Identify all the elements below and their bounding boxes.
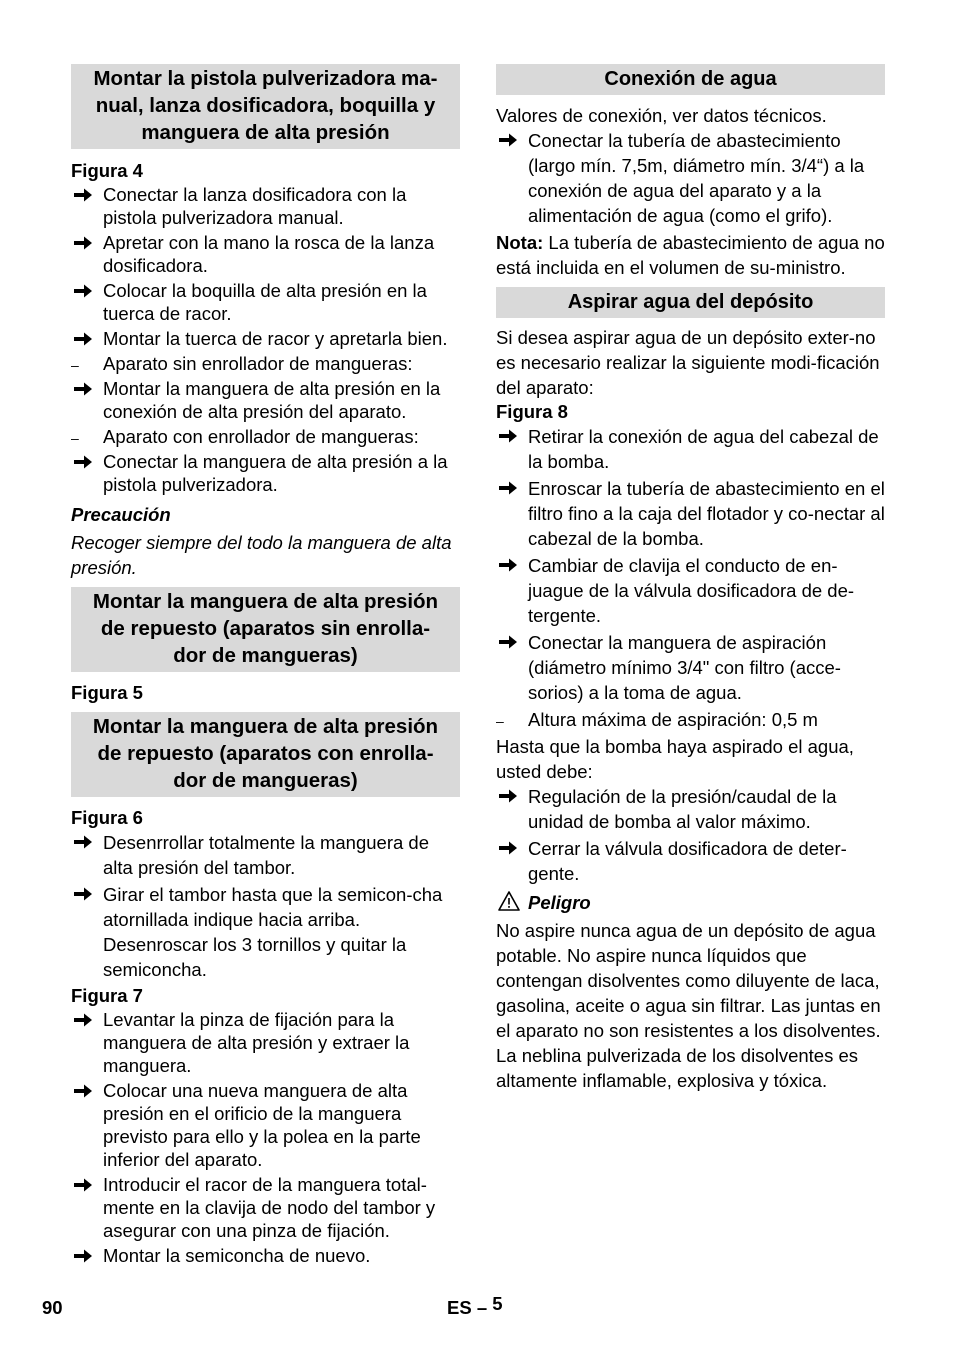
step-text: Conectar la manguera de aspiración (diámetro mínimo 3/4" con filtro (acce-sorios) a la toma de agua.: [528, 632, 841, 703]
heading-line: de repuesto (aparatos sin enrolla-: [100, 617, 431, 640]
step-item: [71, 1079, 460, 1171]
danger-text: No aspire nunca agua de un depósito de agua potable. No aspire nunca líquidos que contengan disolventes como diluyente de laca, gasolina, aceite o agua sin filtrar. Las juntas en el aparato no son resistentes a los disolventes. La neblina pulverizada de los disolventes es altamente inflamable, explosiva y tóxica.: [496, 920, 881, 1091]
caution-title: Precaución: [71, 504, 171, 525]
arrow-right-icon: [498, 553, 522, 573]
heading-line: Montar la manguera de alta presión: [92, 590, 439, 613]
step-item: [71, 377, 460, 423]
heading-line: dor de mangueras): [173, 769, 358, 792]
left-column: [71, 64, 460, 1267]
arrow-right-icon: [73, 1079, 97, 1099]
heading-line: nual, lanza dosificadora, boquilla y: [95, 94, 436, 117]
reel-steps-b: [71, 1008, 460, 1267]
arrow-right-icon: [498, 128, 522, 148]
section-heading-water-connection: Conexión de agua: [496, 64, 885, 95]
figure-4-label: Figura 4: [71, 160, 143, 181]
heading-line: de repuesto (aparatos con enrolla-: [97, 742, 434, 765]
step-text: Desenrrollar totalmente la manguera de alta presión del tambor.: [103, 832, 429, 878]
step-text: Montar la tuerca de racor y apretarla bien.: [103, 328, 448, 349]
note-paragraph: [496, 230, 885, 280]
heading-line: manguera de alta presión: [141, 121, 390, 144]
reel-steps-a: [71, 830, 460, 982]
step-item: [496, 553, 885, 628]
heading-line: dor de mangueras): [173, 644, 358, 667]
connection-values-text: Valores de conexión, ver datos técnicos.: [496, 105, 827, 126]
note-label: Nota:: [496, 232, 544, 253]
condition-item: [496, 707, 885, 732]
arrow-right-icon: [73, 830, 97, 850]
arrow-right-icon: [73, 231, 97, 251]
heading-line: Montar la pistola pulverizadora ma-: [93, 67, 438, 90]
step-item: [71, 450, 460, 496]
until-pump-steps: [496, 784, 885, 886]
aspirate-steps: [496, 424, 885, 732]
step-text: Conectar la tubería de abastecimiento (largo mín. 7,5m, diámetro mín. 3/4“) a la conexión de agua del aparato y a la alimentación de agua (como el grifo).: [528, 130, 865, 226]
step-item: [71, 231, 460, 277]
step-text: Levantar la pinza de fijación para la manguera de alta presión y extraer la manguera.: [103, 1009, 410, 1076]
step-text: Colocar la boquilla de alta presión en la tuerca de racor.: [103, 280, 427, 324]
arrow-right-icon: [73, 377, 97, 397]
step-text: Conectar la lanza dosificadora con la pistola pulverizadora manual.: [103, 184, 407, 228]
step-item: [71, 830, 460, 880]
dash-bullet-icon: –: [496, 713, 504, 729]
arrow-right-icon: [498, 630, 522, 650]
step-item: [71, 1173, 460, 1242]
step-text: Conectar la manguera de alta presión a la pistola pulverizadora.: [103, 451, 448, 495]
step-item: [71, 1008, 460, 1077]
right-column: [496, 64, 885, 1093]
mount-gun-steps: [71, 183, 460, 496]
arrow-right-icon: [73, 1244, 97, 1264]
step-text: Retirar la conexión de agua del cabezal de la bomba.: [528, 426, 879, 472]
arrow-right-icon: [498, 476, 522, 496]
arrow-right-icon: [498, 424, 522, 444]
arrow-right-icon: [498, 836, 522, 856]
dash-bullet-icon: –: [71, 430, 79, 446]
step-text: Colocar una nueva manguera de alta presión en el orificio de la manguera previsto para ello y la polea en la parte inferior del aparato.: [103, 1080, 421, 1170]
step-text: Cerrar la válvula dosificadora de deter-gente.: [528, 838, 847, 884]
step-item: [71, 1244, 460, 1267]
section-heading-replace-hose-no-reel: [71, 587, 460, 672]
step-text: Montar la manguera de alta presión en la conexión de alta presión del aparato.: [103, 378, 441, 422]
arrow-right-icon: [73, 450, 97, 470]
step-item: [496, 630, 885, 705]
condition-item: [71, 425, 460, 448]
figure-7-label: Figura 7: [71, 985, 143, 1006]
arrow-right-icon: [73, 1008, 97, 1028]
step-item: [71, 882, 460, 982]
footer-section-page: 5: [492, 1293, 503, 1314]
aspirate-intro-text: Si desea aspirar agua de un depósito exter-no es necesario realizar la siguiente modi-ficación del aparato:: [496, 327, 880, 398]
section-heading-mount-gun: [71, 64, 460, 149]
step-text: Girar el tambor hasta que la semicon-cha atornillada indique hacia arriba. Desenroscar los 3 tornillos y quitar la semiconcha.: [103, 884, 443, 980]
danger-title: Peligro: [528, 892, 591, 913]
warning-triangle-icon: [498, 891, 520, 917]
figure-5-label: Figura 5: [71, 682, 143, 703]
section-heading-replace-hose-reel: [71, 712, 460, 797]
step-item: [496, 128, 885, 228]
dash-bullet-icon: –: [71, 357, 79, 373]
step-item: [496, 476, 885, 551]
figure-6-label: Figura 6: [71, 807, 143, 828]
step-text: Aparato sin enrollador de mangueras:: [103, 353, 413, 374]
condition-item: [71, 352, 460, 375]
footer-lang-page: [447, 1293, 503, 1319]
step-item: [71, 279, 460, 325]
arrow-right-icon: [73, 183, 97, 203]
step-text: Aparato con enrollador de mangueras:: [103, 426, 419, 447]
heading-line: Montar la manguera de alta presión: [92, 715, 439, 738]
step-text: Montar la semiconcha de nuevo.: [103, 1245, 371, 1266]
arrow-right-icon: [73, 882, 97, 902]
water-connection-steps: [496, 128, 885, 228]
step-text: Apretar con la mano la rosca de la lanza dosificadora.: [103, 232, 435, 276]
step-item: [496, 784, 885, 834]
arrow-right-icon: [73, 279, 97, 299]
step-text: Regulación de la presión/caudal de la unidad de bomba al valor máximo.: [528, 786, 837, 832]
step-item: [496, 424, 885, 474]
arrow-right-icon: [73, 327, 97, 347]
footer-lang: ES: [447, 1297, 472, 1318]
until-pump-text: Hasta que la bomba haya aspirado el agua, usted debe:: [496, 736, 854, 782]
footer-separator: –: [476, 1297, 488, 1318]
step-text: Introducir el racor de la manguera total-mente en la clavija de nodo del tambor y asegurar con una pinza de fijación.: [103, 1174, 436, 1241]
caution-text: Recoger siempre del todo la manguera de alta presión.: [71, 532, 452, 578]
arrow-right-icon: [498, 784, 522, 804]
step-item: [496, 836, 885, 886]
step-item: [71, 183, 460, 229]
arrow-right-icon: [73, 1173, 97, 1193]
figure-8-label: Figura 8: [496, 401, 568, 422]
section-heading-aspirate-tank: Aspirar agua del depósito: [496, 287, 885, 318]
danger-title-row: [496, 890, 885, 915]
step-text: Altura máxima de aspiración: 0,5 m: [528, 709, 818, 730]
step-text: Cambiar de clavija el conducto de en-juague de la válvula dosificadora de de-tergente.: [528, 555, 855, 626]
step-text: Enroscar la tubería de abastecimiento en el filtro fino a la caja del flotador y co-nectar al cabezal de la bomba.: [528, 478, 885, 549]
note-text: La tubería de abastecimiento de agua no está incluida en el volumen de su-ministro.: [496, 232, 885, 278]
page-number: 90: [42, 1297, 63, 1318]
step-item: [71, 327, 460, 350]
